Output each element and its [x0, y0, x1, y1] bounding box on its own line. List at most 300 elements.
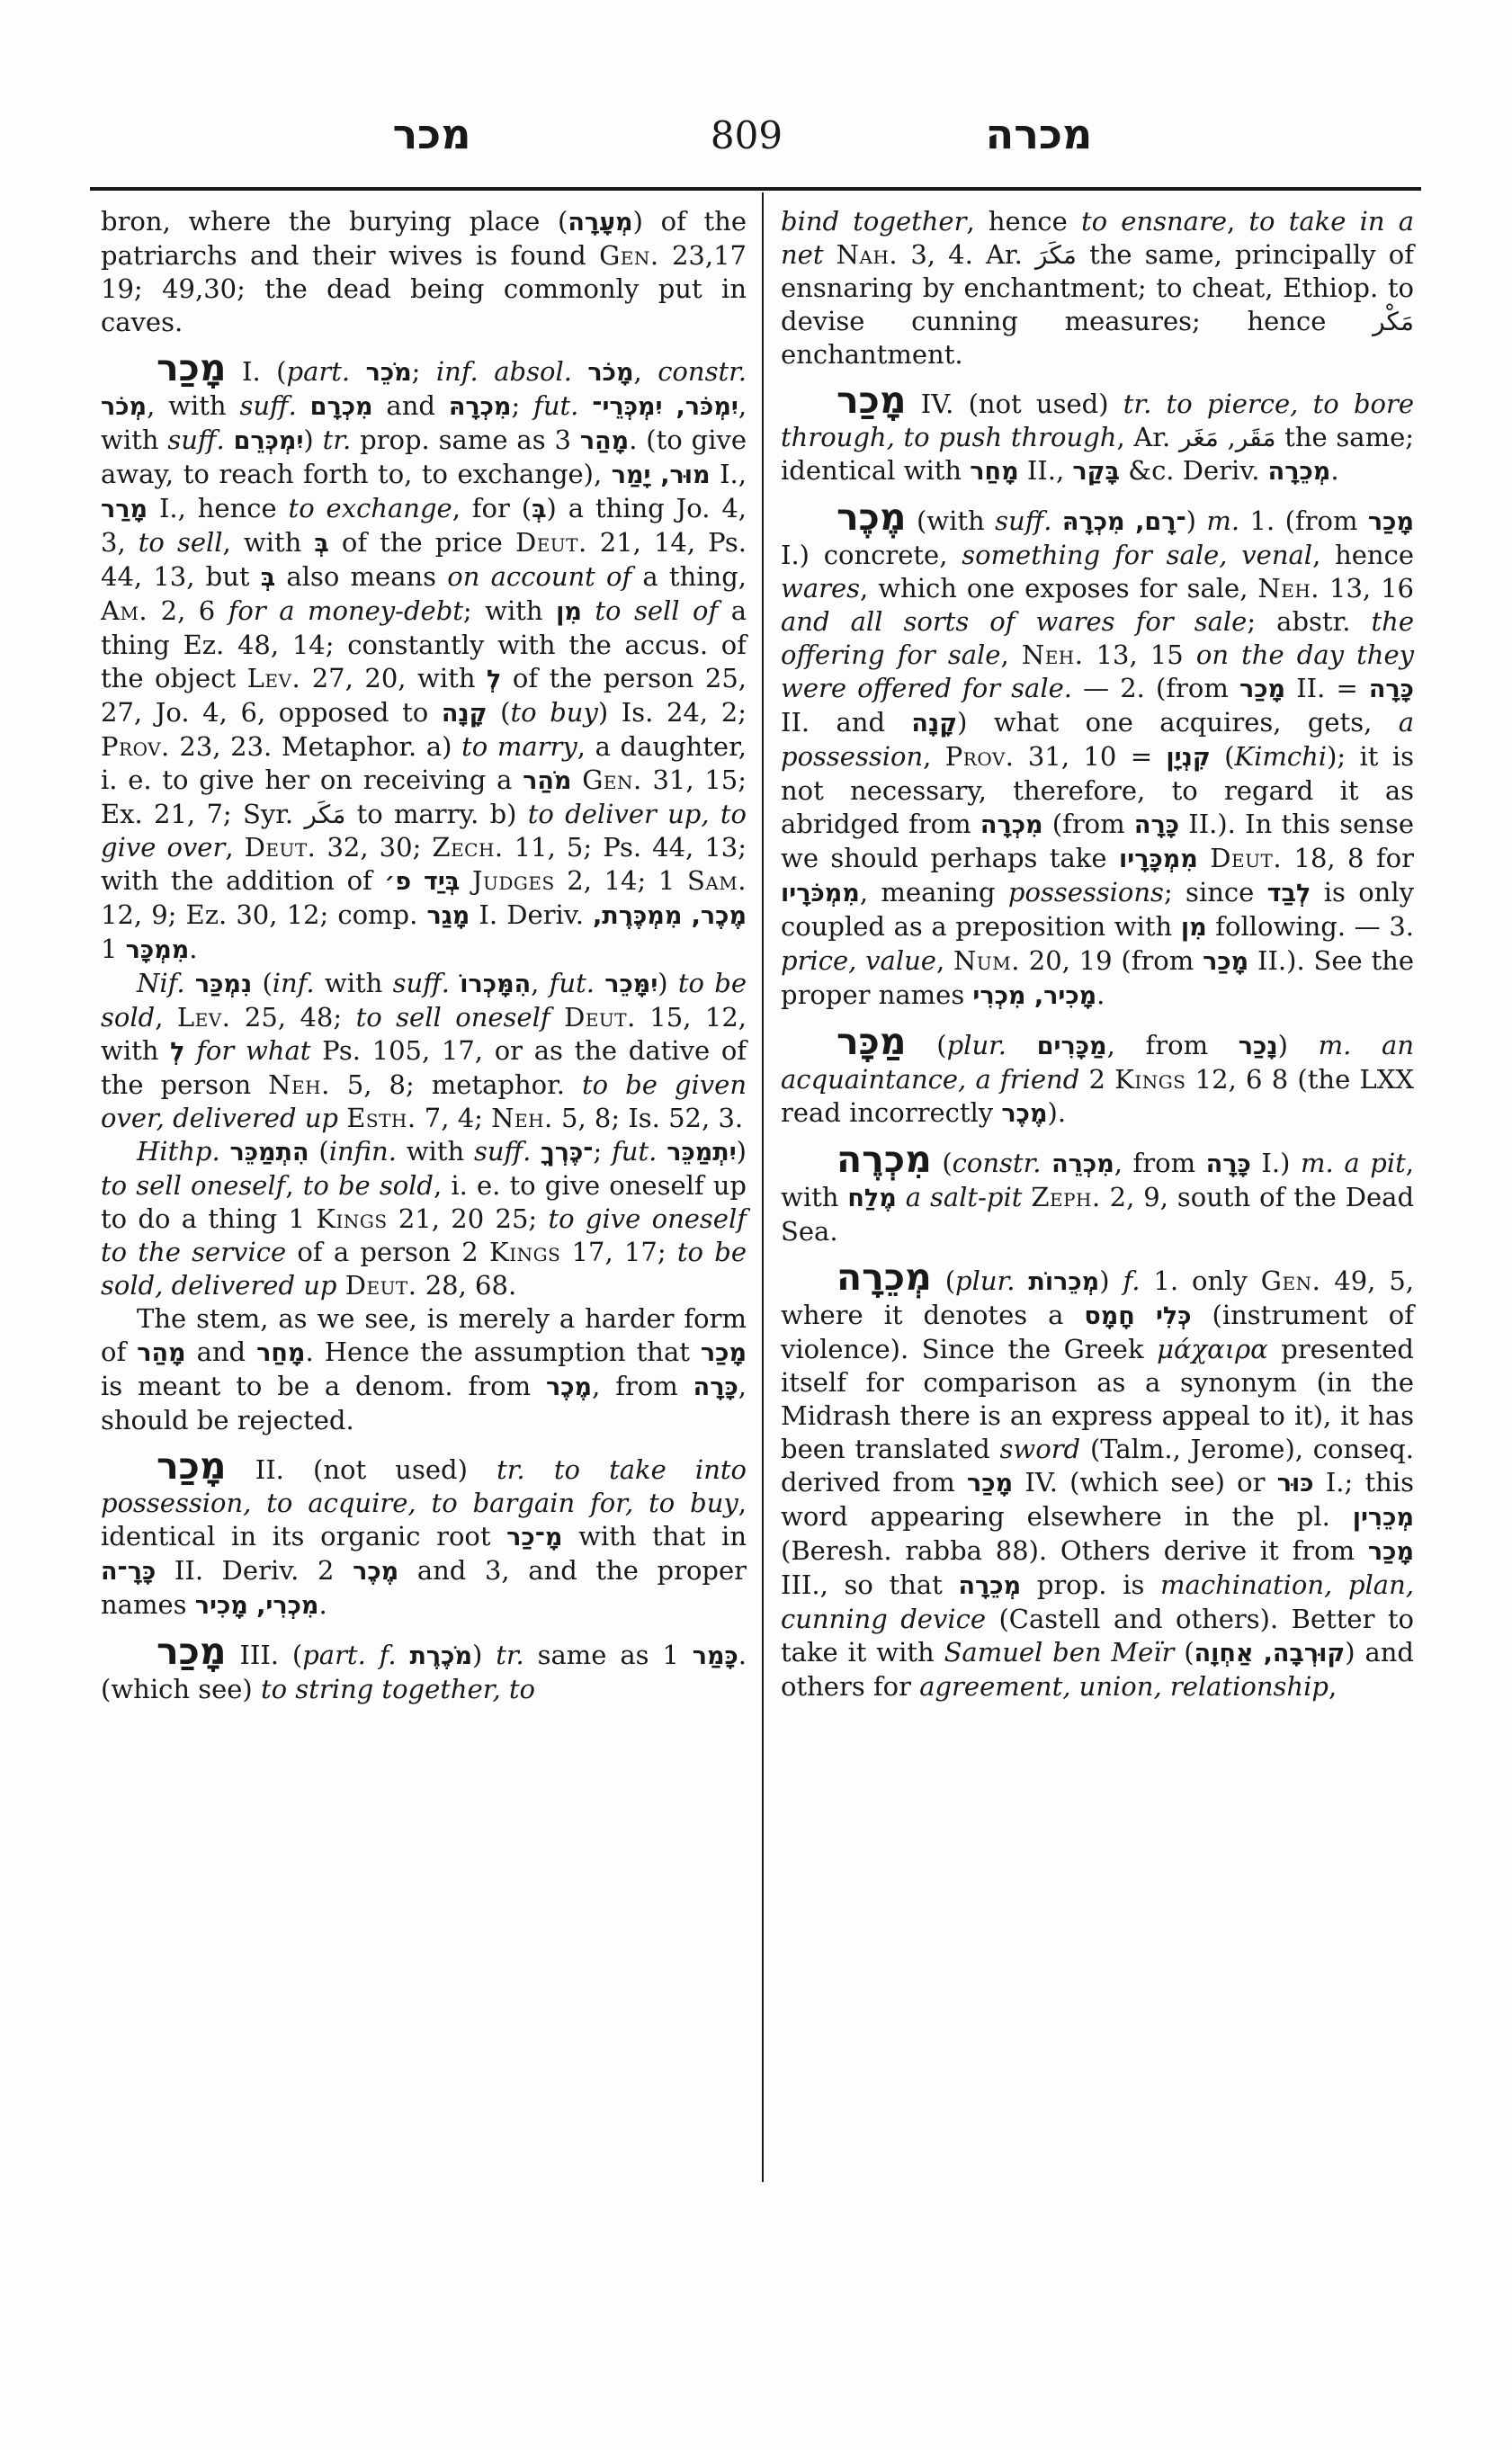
text-run: 2, 9, south of the Dead Sea.	[781, 1182, 1415, 1247]
hebrew-word: כָּרָה	[1368, 675, 1414, 703]
text-run: to take in a net	[781, 206, 1414, 270]
hebrew-word: מִכְרָה	[980, 811, 1043, 839]
text-run: for what	[196, 1035, 311, 1066]
text-run: tr.	[1123, 389, 1152, 419]
text-run: (Talm., Jerome), conseq. derived from	[781, 1434, 1415, 1498]
text-run: 1. (which see)	[101, 1640, 747, 1704]
text-run: ,	[225, 832, 245, 863]
text-run: , from	[1114, 1148, 1206, 1178]
text-run: , from	[1106, 1030, 1239, 1060]
text-run: ,	[633, 356, 658, 387]
text-run: ;	[511, 390, 534, 421]
hebrew-word: בְּ	[532, 496, 547, 523]
text-run: — 2. (from	[1072, 673, 1239, 703]
text-run	[531, 1136, 541, 1167]
text-run: suff.	[995, 505, 1052, 536]
text-run: tr.	[322, 425, 352, 455]
hebrew-word: בְּ	[314, 530, 329, 558]
hebrew-word: מֹכֵר	[365, 359, 412, 387]
text-run: (from	[1042, 809, 1134, 839]
paragraph	[781, 205, 1414, 371]
text-run: 13, 15	[1083, 639, 1196, 670]
hebrew-word: מֶכֶר	[353, 1558, 399, 1586]
text-run: 1. only	[1140, 1265, 1261, 1296]
text-run: with that in	[562, 1521, 747, 1551]
text-run	[1022, 1182, 1031, 1212]
text-run	[1007, 1030, 1037, 1060]
hebrew-word: יִמְכֹּר, יִמְכְּרֵי־	[592, 393, 738, 421]
scripture-reference: Esth.	[346, 1103, 416, 1133]
hebrew-word: מִכְרָם	[309, 393, 373, 421]
text-run: (	[1210, 741, 1235, 772]
text-run: 2	[1079, 1064, 1115, 1095]
hebrew-word: בָּקַר	[1072, 458, 1121, 486]
text-run	[571, 765, 582, 795]
text-run: presented itself for comparison as a synonym (in the Midrash there is an express appeal to it), it has been translated	[781, 1334, 1414, 1464]
paragraph	[101, 967, 747, 1135]
text-run: )	[1099, 1265, 1123, 1296]
text-run: also means	[275, 561, 448, 592]
text-run: ); it is not necessary, therefore, to regard it as abridged from	[781, 741, 1414, 839]
text-run: 25, 48;	[230, 1002, 356, 1033]
hebrew-word: מֶלַח	[847, 1185, 897, 1212]
text-run: (	[252, 968, 273, 998]
hebrew-headword: מֶכֶר	[837, 496, 907, 539]
text-run: .	[318, 1589, 327, 1620]
hebrew-headword: מְכֵרָה	[837, 1256, 932, 1299]
text-run: , for (	[452, 493, 532, 523]
text-run: for a money-debt	[228, 595, 463, 626]
text-run: , with	[101, 390, 747, 455]
text-run: suff.	[473, 1136, 532, 1167]
text-run: to sell oneself	[101, 1170, 286, 1201]
text-run	[1351, 1030, 1382, 1060]
hebrew-word: מֶכֶר	[1001, 1100, 1048, 1128]
hebrew-word: מְכֵרָה	[1267, 458, 1331, 486]
text-run: of a person 2	[286, 1237, 490, 1267]
text-run: 20, 19 (from	[1019, 945, 1203, 976]
text-run: Nif.	[137, 968, 185, 998]
text-run: fut.	[533, 390, 579, 421]
text-run	[185, 968, 195, 998]
text-run: )	[1277, 1030, 1319, 1060]
text-run: 31, 15; Ex. 21, 7; Syr.	[101, 765, 747, 829]
scripture-reference: Neh.	[1021, 639, 1084, 670]
text-run: 2, 6	[148, 595, 228, 626]
text-run: I.)	[1250, 1148, 1302, 1178]
text-run: , identical in its organic root	[101, 1488, 747, 1551]
paragraph	[781, 1256, 1415, 1703]
text-run: 31, 10 =	[1014, 741, 1167, 772]
hebrew-word: מֶכֶר	[546, 1373, 593, 1401]
text-run: with	[314, 968, 393, 998]
text-run: to ensnare	[1080, 206, 1227, 237]
text-run: bron, where the burying place (	[101, 206, 568, 237]
text-run: ) of the patriarchs and their wives is found	[101, 206, 747, 271]
hebrew-word: יִמְכְּרֵם	[233, 427, 304, 455]
scripture-reference: Kings	[1114, 1064, 1186, 1095]
text-run: 23, 23. Metaphor. a)	[169, 731, 462, 762]
text-run: II.). In this sense we should perhaps take	[781, 809, 1415, 873]
text-run: (Castell and others). Better to take it with	[781, 1604, 1415, 1668]
text-run: 3, 4. Ar.	[898, 239, 1035, 270]
scripture-reference: Deut.	[344, 1270, 417, 1301]
text-run: to sell	[138, 527, 223, 558]
text-run: bind together	[781, 206, 967, 237]
hebrew-word: נִמְכַּר	[194, 970, 253, 998]
text-run: suff.	[167, 425, 225, 455]
text-run: suff.	[392, 968, 450, 998]
hebrew-word: ־כֶּרְךָ	[541, 1139, 594, 1167]
text-run: to deliver up, to give over	[101, 799, 747, 863]
hebrew-word: מְכֵרוֹת	[1028, 1268, 1100, 1296]
scripture-reference: Neh.	[1257, 573, 1320, 604]
text-run: on account of	[447, 561, 632, 592]
text-run: 21, 14, Ps. 44, 13, but	[101, 527, 747, 592]
text-run: .	[1096, 979, 1105, 1010]
text-run	[397, 1640, 410, 1670]
paragraph	[781, 496, 1415, 1013]
hebrew-word: נָכַר	[1238, 1033, 1278, 1060]
hebrew-word: קוּרְבָה, אַחְוָה	[1194, 1640, 1346, 1668]
hebrew-word: לְבַד	[1266, 880, 1311, 908]
hebrew-word: יִמָּכֵר	[604, 970, 658, 998]
text-run: constr.	[952, 1148, 1042, 1178]
text-run	[460, 865, 472, 896]
scripture-reference: Deut.	[1210, 843, 1283, 873]
text-run: ,	[1328, 1671, 1338, 1702]
paragraph	[101, 1302, 747, 1437]
hebrew-word: מָחַר	[970, 458, 1019, 486]
hebrew-word: קִנְיָן	[1166, 744, 1211, 772]
hebrew-word: מָ־כַר	[506, 1524, 563, 1551]
text-run: fut.	[612, 1136, 658, 1167]
text-run: (instrument of violence). Since the Greek	[781, 1300, 1414, 1364]
paragraph	[101, 346, 747, 967]
text-run: ) a thing Jo. 4, 3,	[101, 493, 747, 558]
text-run: (Beresh. rabba 88). Others derive it from	[781, 1535, 1368, 1566]
text-run: (	[931, 1148, 953, 1178]
hebrew-word: מִן	[1180, 914, 1207, 942]
text-run: ;	[411, 356, 436, 387]
text-run: machination, plan, cunning device	[781, 1569, 1414, 1634]
text-run: (	[487, 697, 511, 728]
hebrew-word: מָכַר	[967, 1470, 1014, 1498]
text-run: I. (	[226, 356, 287, 387]
text-run: ) and others for	[781, 1637, 1414, 1702]
text-run: a salt-pit	[905, 1182, 1023, 1212]
text-run: the same, principally of ensnaring by enchantment; to cheat, Ethiop. to devise cunning measures; hence	[781, 239, 1414, 336]
text-run: tr.	[496, 1640, 524, 1670]
text-run: (	[931, 1265, 956, 1296]
hebrew-word: מָכֹר	[587, 359, 634, 387]
text-run: fut.	[549, 968, 595, 998]
scripture-reference: Neh.	[491, 1103, 553, 1133]
hebrew-word: לְ	[487, 666, 502, 693]
hebrew-word: מָחַר	[256, 1339, 306, 1367]
greek-word: μάχαιρα	[1157, 1334, 1268, 1364]
text-run: ,	[1000, 639, 1022, 670]
text-run: plur.	[955, 1265, 1015, 1296]
text-run: 12, 6 8 (the LXX read incorrectly	[781, 1064, 1415, 1128]
text-run: I.; this word appearing elsewhere in the pl.	[781, 1467, 1414, 1532]
text-run: to be sold, delivered up	[101, 1237, 747, 1301]
scripture-reference: Nah.	[836, 239, 899, 270]
text-run: something for sale, venal	[962, 540, 1313, 570]
text-run: ) Is. 24, 2;	[597, 697, 747, 728]
scripture-reference: Prov.	[101, 731, 170, 762]
text-run: part.	[286, 356, 351, 387]
text-run: plur.	[946, 1030, 1007, 1060]
text-run: , hence	[966, 206, 1081, 237]
scripture-reference: Zeph.	[1031, 1182, 1101, 1212]
text-run: Samuel ben Meïr	[944, 1637, 1175, 1668]
text-run: III. (	[226, 1640, 303, 1670]
text-run: to marry. b)	[345, 799, 528, 829]
text-run: ,	[935, 945, 953, 976]
text-run: is only coupled as a preposition with	[781, 877, 1414, 942]
paragraph	[101, 1444, 747, 1623]
text-run: ,	[285, 1170, 303, 1201]
hebrew-word: כָּרָה	[1133, 811, 1179, 839]
text-run: the same; identical with	[781, 422, 1414, 486]
paragraph	[781, 379, 1414, 488]
hebrew-word: מָהַר	[579, 427, 630, 455]
text-run: II. Deriv.	[156, 1555, 318, 1586]
text-run: inf. absol.	[435, 356, 572, 387]
text-run: a thing,	[631, 561, 747, 592]
text-run: , with	[147, 390, 240, 421]
text-run	[297, 390, 310, 421]
text-run: 17, 17;	[560, 1237, 677, 1267]
page-number: 809	[710, 113, 783, 157]
hebrew-word: קָנָה	[441, 700, 488, 728]
text-run: 7, 4;	[416, 1103, 492, 1133]
paragraph	[101, 205, 747, 339]
scripture-reference: Zech.	[432, 832, 504, 863]
text-run: wares	[781, 573, 861, 604]
text-run: 3. (to give away, to reach forth to, to exchange),	[101, 425, 747, 489]
text-run: 27, 20, with	[300, 663, 488, 693]
scripture-reference: Lev.	[246, 663, 301, 693]
text-run: ,	[1227, 206, 1249, 237]
guide-word-left: מכר	[392, 110, 471, 158]
text-run: 28, 68.	[416, 1270, 517, 1301]
left-column	[101, 205, 747, 1706]
hebrew-word: כָּרָה	[693, 1373, 738, 1401]
arabic-word: مَغَر	[1178, 423, 1219, 452]
hebrew-word: קָנָה	[911, 710, 958, 738]
hebrew-word: מִכְרֵה	[1051, 1150, 1114, 1178]
text-run: II. (not used)	[226, 1454, 497, 1485]
text-run: on the day they were offered for sale.	[781, 639, 1414, 703]
text-run: , should be rejected.	[101, 1371, 747, 1435]
text-run: 32, 30;	[316, 832, 433, 863]
text-run: to take into possession, to acquire, to bargain for, to buy	[101, 1454, 747, 1518]
text-run: prop. is	[1021, 1569, 1161, 1600]
text-run: , meaning	[859, 877, 1008, 908]
text-run: tr.	[497, 1454, 525, 1485]
hebrew-word: מָהַר	[137, 1339, 186, 1367]
text-run: (	[906, 1030, 947, 1060]
text-run: agreement, union, relationship	[919, 1671, 1329, 1702]
text-run: I. Deriv.	[470, 899, 594, 930]
hebrew-headword: מָכַר	[157, 1630, 227, 1673]
text-run	[225, 425, 234, 455]
text-run: 15, 12, with	[101, 1002, 747, 1066]
text-run: , hence	[1312, 540, 1414, 570]
text-run: same as	[523, 1640, 663, 1670]
text-run: The stem, as we see, is merely a harder form of	[101, 1303, 747, 1367]
text-run: to be given over, delivered up	[101, 1069, 747, 1133]
text-run: to exchange	[288, 493, 452, 523]
text-run: possessions	[1007, 877, 1164, 908]
text-run: Kimchi	[1234, 741, 1328, 772]
text-run: enchantment.	[781, 339, 963, 370]
hebrew-word: הִתְמַכֵּר	[229, 1139, 309, 1167]
text-run: and	[185, 1337, 257, 1367]
hebrew-word: מָכַר	[1239, 675, 1286, 703]
text-run: IV. (not used)	[906, 389, 1123, 419]
text-run: Hithp.	[137, 1136, 220, 1167]
hebrew-headword: מָכַר	[837, 379, 907, 422]
text-run: with	[396, 1136, 474, 1167]
text-run: 1.	[101, 934, 198, 964]
text-run: ; since	[1163, 877, 1267, 908]
hebrew-word: מָגַר	[426, 902, 470, 930]
arabic-word: مَكَرَ	[1035, 240, 1077, 270]
scripture-reference: Kings	[489, 1237, 561, 1267]
text-run: suff.	[239, 390, 297, 421]
hebrew-word: מָכַר	[700, 1339, 747, 1367]
text-run: IV. (which see) or	[1013, 1467, 1277, 1498]
hebrew-word: יִתְמַכֵּר	[667, 1139, 737, 1167]
text-run: &c. Deriv.	[1120, 455, 1268, 486]
hebrew-word: מֶכֶר, מִמְכֶּרֶת, מִמְכָּר	[125, 902, 747, 964]
text-run: to marry	[461, 731, 577, 762]
text-run	[578, 390, 592, 421]
text-run: m.	[1318, 1030, 1352, 1060]
scripture-reference: Am.	[101, 595, 148, 626]
text-run: III., so that	[781, 1569, 959, 1600]
text-run: (	[1174, 1637, 1194, 1668]
text-run: prop. same as	[351, 425, 555, 455]
text-run: . Hence the assumption that	[305, 1337, 701, 1367]
paragraph	[781, 1138, 1415, 1248]
text-run	[338, 1103, 346, 1133]
hebrew-word: מְכֵרָה	[958, 1572, 1022, 1600]
text-run: constr.	[658, 356, 747, 387]
text-run: infin.	[328, 1136, 397, 1167]
paragraph	[781, 1020, 1415, 1131]
text-run: and	[372, 390, 449, 421]
scripture-reference: Gen.	[599, 240, 659, 271]
hebrew-headword: מָכַר	[157, 1444, 227, 1488]
scripture-reference: Lev.	[176, 1002, 231, 1033]
hebrew-word: מַכָּרִים	[1036, 1033, 1107, 1060]
hebrew-headword: מִכְרֶה	[837, 1138, 932, 1181]
text-run	[582, 595, 595, 626]
scripture-reference: Neh.	[268, 1069, 330, 1100]
text-run: ,	[155, 1002, 177, 1033]
hebrew-word: מִכְרָהּ	[448, 393, 512, 421]
hebrew-word: מִכְרִי, מָכִיר	[194, 1592, 319, 1620]
text-run: 13, 16	[1320, 573, 1414, 604]
arabic-word: مَكْر	[1373, 307, 1414, 336]
text-run	[1151, 389, 1166, 419]
hebrew-word: הִמָּכְרוֹ	[460, 970, 532, 998]
text-run: a thing Ez. 48, 14; constantly with the accus. of the object	[101, 595, 747, 693]
text-run: 11, 5; Ps. 44, 13; with the addition of	[101, 832, 747, 896]
text-run	[450, 968, 460, 998]
hebrew-word: מֹכֶרֶת	[409, 1642, 472, 1670]
text-run: )	[303, 425, 323, 455]
text-run: ,	[531, 968, 550, 998]
text-run: inf.	[272, 968, 315, 998]
text-run: (with	[906, 505, 996, 536]
hebrew-word: כָּמַר	[692, 1642, 738, 1670]
hebrew-word: מִמְכָּרָיו	[1118, 845, 1198, 873]
text-run: a pit	[1344, 1148, 1406, 1178]
text-run: sword	[999, 1434, 1081, 1464]
text-run: II. =	[1285, 673, 1369, 703]
text-run: ) what one acquires, gets,	[957, 707, 1399, 738]
text-run	[1015, 1265, 1028, 1296]
hebrew-word: בְּ	[260, 564, 276, 592]
text-run: 23,17 19; 49,30; the dead being commonly put in caves.	[101, 240, 747, 337]
hebrew-word: מִמְכֹּרָיו	[781, 880, 860, 908]
text-run: of the price	[328, 527, 515, 558]
hebrew-word: בְּיַד פ׳	[384, 868, 461, 896]
text-run	[1198, 843, 1210, 873]
text-run: is meant to be a denom. from	[101, 1371, 546, 1401]
text-run: 18, 8 for	[1282, 843, 1415, 873]
hebrew-word: מָכַר	[1367, 1538, 1414, 1566]
text-run: m.	[1206, 505, 1240, 536]
text-run: to sell oneself	[355, 1002, 550, 1033]
scripture-reference: Prov.	[944, 741, 1015, 772]
text-run: a possession	[781, 707, 1414, 772]
text-run: ,	[1218, 422, 1236, 452]
paragraph	[101, 1630, 747, 1706]
text-run	[572, 356, 587, 387]
scripture-reference: Deut.	[514, 527, 587, 558]
guide-word-right: מכרה	[985, 110, 1093, 158]
text-run: II. and	[781, 707, 912, 738]
right-column	[781, 205, 1414, 1703]
text-run: 5, 8; metaphor.	[329, 1069, 583, 1100]
hebrew-word: לְ	[170, 1038, 185, 1066]
hebrew-word: מְכֵרִין	[1352, 1504, 1414, 1532]
hebrew-word: מְעָרָה	[568, 209, 633, 237]
scripture-reference: Num.	[953, 945, 1020, 976]
text-run	[220, 1136, 230, 1167]
text-run: 2, 14; 1	[554, 865, 687, 896]
hebrew-word: כְּלִי חָמָס	[1084, 1302, 1192, 1330]
text-run	[657, 1136, 667, 1167]
text-run: , with	[781, 1148, 1414, 1212]
text-run: .	[1330, 455, 1339, 486]
text-run: )	[1185, 505, 1207, 536]
hebrew-word: מָרַר	[101, 496, 148, 523]
text-run: and all sorts of wares for sale	[781, 606, 1248, 637]
hebrew-word: מָכַר	[1367, 508, 1414, 536]
text-run: part. f.	[302, 1640, 397, 1670]
text-run	[184, 1035, 196, 1066]
paragraph	[101, 1135, 747, 1302]
scripture-reference: Gen.	[582, 765, 642, 795]
text-run: 1. (from	[1239, 505, 1368, 536]
